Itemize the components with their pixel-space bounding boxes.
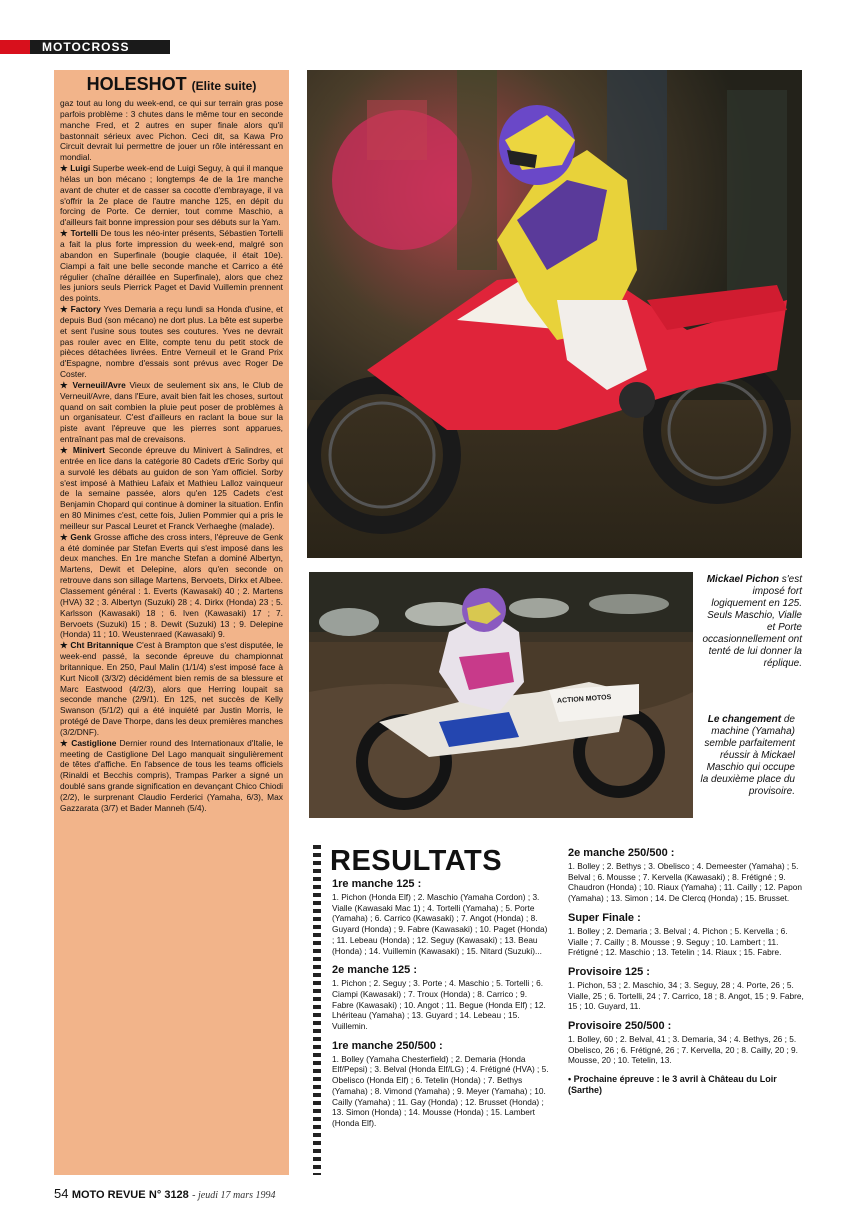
results-block [568,1020,808,1066]
section-tag-red-bar [0,40,30,54]
results-block [568,912,808,958]
results-block [332,1040,550,1129]
star-icon: ★ [60,445,73,455]
photo-maschio [309,572,693,818]
caption-photo1 [700,574,802,670]
results-text: 1. Pichon, 53 ; 2. Maschio, 34 ; 3. Seguy, 28 ; 4. Porte, 26 ; 5. Vialle, 25 ; 6. Tortelli, 24 ; 7. Carrico, 18 ; 8. Angot, 15 ; 9. Fabre, 15 ; 10. Guyard, 11. [568,979,804,1012]
results-column-right [568,847,808,1096]
star-icon: ★ [60,737,72,748]
results-column-left [332,878,550,1137]
sidebar-body [60,98,283,814]
results-text: 1. Bolley ; 2. Demaria ; 3. Belval ; 4. Pichon ; 5. Kervella ; 6. Vialle ; 7. Cailly ; 8. Mousse ; 9. Seguy ; 10. Lambert ; 11. Frétigné ; 12. Maschio ; 13. Tetelin ; 14. Riaux ; 15. Fabre. [568,925,788,958]
sidebar-item-text: De tous les néo-inter présents, Sébastien Tortelli a fait la plus forte impression du week-end, malgré son abandon en Superfinale (bougie claquée, il était 10e). Ciampi a fait une belle seconde manche et Carrico a été régulier (chaîne déraillée en Superfinale), alors que chez les juniors seuls Pierrick Paget et David Vuillemin prennent des points. [60,228,283,304]
sidebar-title-main: HOLESHOT [86,74,187,94]
sidebar-intro: gaz tout au long du week-end, ce qui sur terrain gras pose parfois problème : 3 chutes dans le même tour en seconde manche Fred, et 2 autres en super finale alors qu'il bastonnait sérieux avec Pichon. Ceci dit, sa Kawa Pro Circuit devrait lui permettre de jouer un rôle intéressant en mondial. [60,98,283,163]
section-tag [30,40,170,54]
results-heading: 2e manche 125 : [332,964,417,977]
sidebar-item-keyword: Verneuil/Avre [72,379,126,390]
results-heading: Provisoire 250/500 : [568,1020,672,1033]
page-footer [54,1187,275,1203]
sidebar-item [60,445,283,532]
next-event: • Prochaine épreuve : le 3 avril à Château du Loir (Sarthe) [568,1074,777,1096]
sidebar-item-keyword: Genk [70,531,92,542]
page-number: 54 [54,1186,69,1201]
sidebar-item [60,532,283,640]
sidebar-item-text: C'est à Brampton que s'est disputée, le week-end passé, la seconde épreuve du championnat britannique. En 250, Paul Malin (1/1/4) s'est imposé face à Kurt Nicoll (3/3/2) décidément bien remis de sa blessure et Marc Eastwood (4/2/3), alors que Herring loupait sa seconde manche (2/9/1). En 125, net succès de Kelly Swanson (5/1/2) qui a été inquiété par Justin Morris, le protégé de Dave Thorpe, dans les deux premières manches (3/2/DNF). [60,640,283,737]
sidebar-item [60,380,283,445]
results-block [568,847,808,904]
caption-photo1-text: s'est imposé fort logiquement en 125. Seuls Maschio, Vialle et Porte occasionnellement ont tenté de lui donner la réplique. [702,574,802,669]
sidebar-title [60,74,283,96]
sidebar-item-text: Grosse affiche des cross inters, l'épreuve de Genk a été dominée par Stefan Everts qui s'est imposé dans les deux manches. En 1re manche Stefan a dominé Albertyn, Martens, Dewit et Delepine, alors qu'en seconde on retrouve dans son sillage Martens, Bervoets, Dirkx et Albee. Classement général : 1. Everts (Kawasaki) 40 ; 2. Martens (HVA) 32 ; 3. Albertyn (Suzuki) 28 ; 4. Dirkx (Honda) 23 ; 5. Karlsson (Kawasaki) 18 ; 6. Iven (Kawasaki) 17 ; 7. Bervoets (Suzuki) 15 ; 8. Dewit (Suzuki) 13 ; 9. Delepine (Honda) 11 ; 10. Weustenraed (Kawasaki) 9. [60,531,284,640]
sidebar-item-text: Dernier round des Internationaux d'Italie, le meeting de Castiglione Del Lago manquait singulièrement de têtes d'affiche. En l'absence de tous les teams officiels (Rinaldi et Becchis compris), Trampas Parker a signé un doublé sans grande signification en devançant Chico Chiodi (2/2), le surprenant Claudio Ferderici (Yamaha, 6/3), Max Gazzarata (3/7) et Bader Manneh (5/4). [60,737,284,813]
photo-maschio-image [309,572,693,818]
sidebar-item-text: Yves Demaria a reçu lundi sa Honda d'usine, et depuis Bud (son mécano) ne dort plus. La bête est superbe et sent l'usine sous toutes ses coutures. Yves ne devrait pas rouler avec en Elite, compte tenu du petit stock de pièces détachées livrées. Entre Verneuil et le Grand Prix d'Espagne, nombre d'essais sont prévus avec Roger De Coster. [60,304,283,380]
sidebar-item-text: Seconde épreuve du Minivert à Salindres, et entrée en lice dans la catégorie 80 Cadets d'Eric Sorby qui a survolé les débats au guidon de son Yam officiel. Sorby s'est imposé à Mathieu Lafaix et Mathieu Lalloz vainqueur de la semaine passée, alors qu'en 125 Cadets c'est Benjamin Chopard qui continue à dominer la situation. Enfin en 80 Minimes c'est, cette fois, Julien Pommier qui a pris le meilleur sur Pascal Leuret et Franck Verhaeghe (malade). [60,445,283,531]
photo-pichon-image [307,70,802,558]
results-heading: 1re manche 250/500 : [332,1039,443,1052]
caption-photo2-text: de machine (Yamaha) semble parfaitement réussir à Mickael Maschio qui occupe la deuxième place du provisoire. [700,714,795,797]
results-text: 1. Pichon (Honda Elf) ; 2. Maschio (Yamaha Cordon) ; 3. Vialle (Kawasaki Mac 1) ; 4. Tortelli (Yamaha) ; 5. Porte (Yamaha) ; 6. Carrico (Kawasaki) ; 7. Angot (Honda) ; 8. Guyard (Honda) ; 9. Fabre (Kawasaki) ; 10. Paget (Honda) ; 11. Lebeau (Honda) ; 12. Seguy (Kawasaki) ; 13. Beau (Honda) ; 14. Vuillemin (Kawasaki) ; 15. Nitard (Suzuki)... [332,892,548,956]
star-icon: ★ [60,304,71,315]
section-label: MOTOCROSS [42,40,130,54]
star-icon: ★ [60,379,73,390]
star-icon: ★ [60,640,71,651]
sidebar-item [60,228,283,304]
sidebar-item-keyword: Minivert [72,445,106,455]
star-icon: ★ [60,531,71,542]
sidebar-item [60,738,283,814]
caption-photo2 [700,714,795,798]
sidebar-title-sub: (Elite suite) [191,79,257,93]
magazine-name: MOTO REVUE [71,1189,146,1201]
sidebar-item-keyword: Factory [70,304,101,315]
results-text: 1. Pichon ; 2. Seguy ; 3. Porte ; 4. Maschio ; 5. Tortelli ; 6. Ciampi (Kawasaki) ; 7. Troux (Honda) ; 8. Carrico ; 9. Fabre (Kawasaki) ; 10. Angot ; 11. Begue (Honda Elf) ; 12. Lhériteau (Yamaha) ; 13. Guyard ; 14. Lebeau ; 15. Vuillemin. [332,978,546,1032]
results-block [332,878,550,956]
sidebar-item [60,304,283,380]
issue-date: - jeudi 17 mars 1994 [192,1190,276,1201]
results-text: 1. Bolley, 60 ; 2. Belval, 41 ; 3. Demaria, 34 ; 4. Bethys, 26 ; 5. Obelisco, 26 ; 6. Frétigné, 26 ; 7. Kervella, 20 ; 8. Cailly, 20 ; 9. Mousse, 20 ; 10. Tetelin, 13. [568,1034,798,1066]
sidebar-item [60,640,283,738]
issue-number: N° 3128 [148,1189,189,1201]
results-block [568,966,808,1012]
results-heading: 1re manche 125 : [332,878,422,890]
results-dotted-rule [313,845,321,1175]
sidebar-item-text: Vieux de seulement six ans, le Club de Verneuil/Avre, dans l'Eure, avait bien fait les choses, surtout quand on sait combien la pluie peut poser de problèmes à un organisateur. C'est d'ailleurs en raclant la boue sur la piste avant l'épreuve que les pierres sont apparues, entraînant pas mal de crevaisons. [60,379,283,445]
results-block [332,964,550,1032]
sidebar-item-keyword: Tortelli [70,228,98,239]
photo-pichon [307,70,802,558]
results-heading: Provisoire 125 : [568,965,650,978]
sidebar-item-text: Superbe week-end de Luigi Seguy, à qui il manque hélas un bon mécano ; longtemps 4e de la 1re manche avant de chuter et de casser sa cocotte d'embrayage, il va s'offrir la 2e place de l'autre manche 125, en dépit du forcing de Porte. Ce dernier, tout comme Maschio, a d'ailleurs fait bonne impression pour ses débuts sur la Yam. [60,163,284,228]
results-heading: Super Finale : [568,911,641,924]
sidebar-item-keyword: Castiglione [71,737,117,748]
sidebar-item-keyword: Cht Britannique [70,640,134,651]
results-text: 1. Bolley (Yamaha Chesterfield) ; 2. Demaria (Honda Elf/Pepsi) ; 3. Belval (Honda Elf/LG) ; 4. Frétigné (HVA) ; 5. Obelisco (Honda Elf) ; 6. Tetelin (Honda) ; 7. Bethys (Yamaha) ; 8. Vimond (Yamaha) ; 9. Meyer (Yamaha) ; 10. Cailly (Yamaha) ; 11. Gay (Honda) ; 12. Brusset (Honda) ; 13. Simon (Honda) ; 14. Mousse (Honda) ; 15. Lambert (Honda Elf). [332,1053,549,1128]
sidebar-item [60,163,283,228]
caption-photo1-name: Mickael Pichon [706,574,779,585]
star-icon: ★ [60,163,71,174]
caption-photo2-name: Le changement [707,714,782,725]
bike-number-plate: ACTION MOTOS [556,694,612,705]
star-icon: ★ [60,228,71,239]
results-heading: 2e manche 250/500 : [568,847,675,859]
sidebar-item-keyword: Luigi [70,163,91,174]
results-text: 1. Bolley ; 2. Bethys ; 3. Obelisco ; 4. Demeester (Yamaha) ; 5. Belval ; 6. Mousse ; 7. Kervella (Kawasaki) ; 8. Frétigné ; 9. Chaudron (Honda) ; 10. Riaux (Yamaha) ; 11. Cailly ; 12. Papon (Yamaha) ; 13. Simon ; 14. De Clercq (Honda) ; 15. Brusset. [568,861,802,904]
results-title: RESULTATS [330,845,503,877]
holeshot-sidebar [54,70,289,1175]
